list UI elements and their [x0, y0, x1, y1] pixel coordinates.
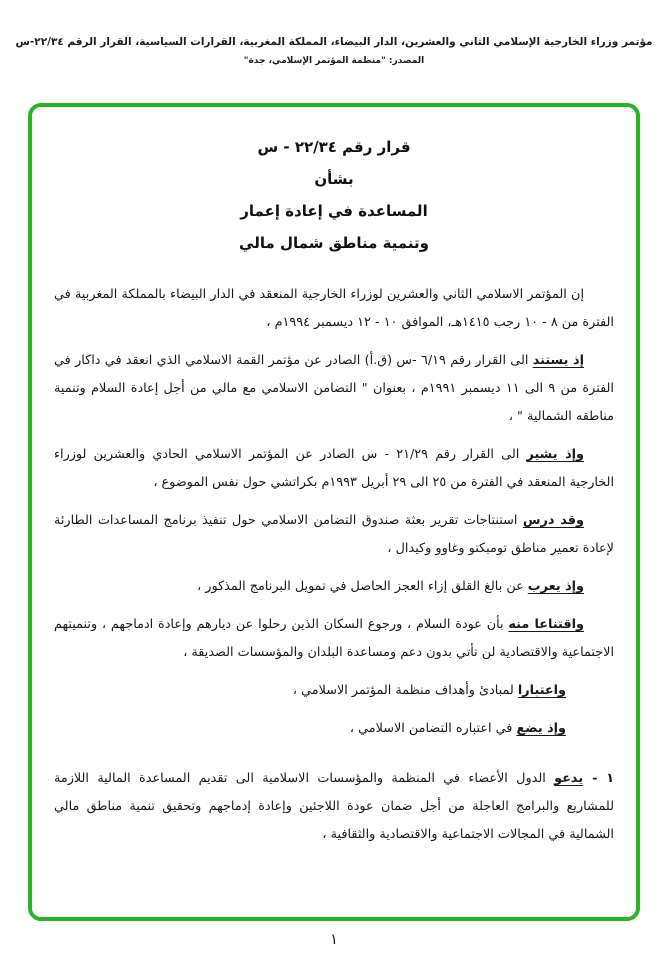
paragraph-lead: وقد درس: [522, 513, 584, 528]
concern-paragraph: [54, 573, 614, 601]
paragraph-text: بأن عودة السلام ، ورجوع السكان الذين رحلوا عن ديارهم وإعادة ادماجهم ، وتنميتهم الاجتماعية والاقتصادية لن تأتي بدون دعم ومساعدة البلدان والمؤسسات الصديقة ،: [54, 617, 614, 660]
document-header: [0, 36, 668, 66]
item-number: ١ -: [592, 771, 614, 786]
solidarity-paragraph: [54, 715, 614, 743]
paragraph-lead: وإذ يشير: [526, 447, 584, 462]
title-subject-line-2: وتنمية مناطق شمال مالي: [239, 234, 429, 252]
header-source-line: مؤتمر وزراء الخارجية الإسلامي الثاني والعشرين، الدار البيضاء، المملكة المغربية، القرارات السياسية، القرار الرقم ٢٢/٣٤-س: [15, 36, 653, 48]
preamble-paragraph: [54, 281, 614, 337]
resolution-title: [54, 131, 614, 259]
paragraph-text: إن المؤتمر الاسلامي الثاني والعشرين لوزراء الخارجية المنعقد في الدار البيضاء بالمملكة المغربية في الفترة من ٨ - ١٠ رجب ١٤١٥هـ، الموافق ١٠ - ١٢ ديسمبر ١٩٩٤م ،: [54, 287, 614, 330]
document-body: [32, 107, 636, 859]
paragraph-lead: وإذ يعرب: [527, 579, 584, 594]
paragraph-lead: إذ يستند: [532, 353, 584, 368]
conviction-paragraph: [54, 611, 614, 667]
title-subject-line-1: المساعدة في إعادة إعمار: [240, 202, 428, 220]
resolution-number-line: قرار رقم ٢٢/٣٤ - س: [257, 138, 411, 156]
item-lead: يدعو: [554, 771, 584, 786]
item-text: الدول الأعضاء في المنظمة والمؤسسات الاسلامية الى تقديم المساعدة المالية اللازمة للمشاريع والبرامج العاجلة من أجل ضمان عودة اللاجئين وإعادة إدماجهم وتحقيق تنمية مناطق مالي الشمالية في المجالات الاجتماعية والاقتصادية والثقافية ،: [54, 771, 614, 842]
paragraph-lead: واقتناعا منه: [508, 617, 584, 632]
paragraph-text: الى القرار رقم ٦/١٩ -س (ق.أ) الصادر عن مؤتمر القمة الاسلامي الذي انعقد في داكار في الفترة من ٩ الى ١١ ديسمبر ١٩٩١م ، بعنوان " التضامن الاسلامي مع مالي من أجل إعادة السلام وتنمية مناطقه الشمالية " ،: [54, 353, 614, 424]
studied-report-paragraph: [54, 507, 614, 563]
title-regarding-line: بشأن: [314, 170, 354, 188]
document-border-frame: [28, 103, 640, 921]
paragraph-text: عن بالغ القلق إزاء العجز الحاصل في تمويل البرنامج المذكور ،: [197, 579, 528, 594]
paragraph-lead: واعتبارا: [517, 683, 566, 698]
recalling-resolution-paragraph: [54, 347, 614, 431]
principles-paragraph: [54, 677, 614, 705]
page-number: ١: [329, 930, 339, 948]
operative-item-1: [54, 765, 614, 849]
paragraph-text: في اعتباره التضامن الاسلامي ،: [349, 721, 517, 736]
paragraph-text: لمبادئ وأهداف منظمة المؤتمر الاسلامي ،: [292, 683, 518, 698]
paragraph-text: استنتاجات تقرير بعثة صندوق التضامن الاسلامي حول تنفيذ برنامج المساعدات الطارئة لإعادة تعمير مناطق تومبكتو وغاوو وكيدال ،: [54, 513, 614, 556]
paragraph-text: الى القرار رقم ٢١/٢٩ - س الصادر عن المؤتمر الاسلامي الحادي والعشرين لوزراء الخارجية المنعقد في الفترة من ٢٥ الى ٢٩ أبريل ١٩٩٣م بكراتشي حول نفس الموضوع ،: [54, 447, 614, 490]
resolution-text: [54, 281, 614, 849]
referring-resolution-paragraph: [54, 441, 614, 497]
paragraph-lead: وإذ يضع: [516, 721, 566, 736]
header-publisher-line: المصدر: "منظمة المؤتمر الإسلامي، جدة": [243, 56, 425, 66]
